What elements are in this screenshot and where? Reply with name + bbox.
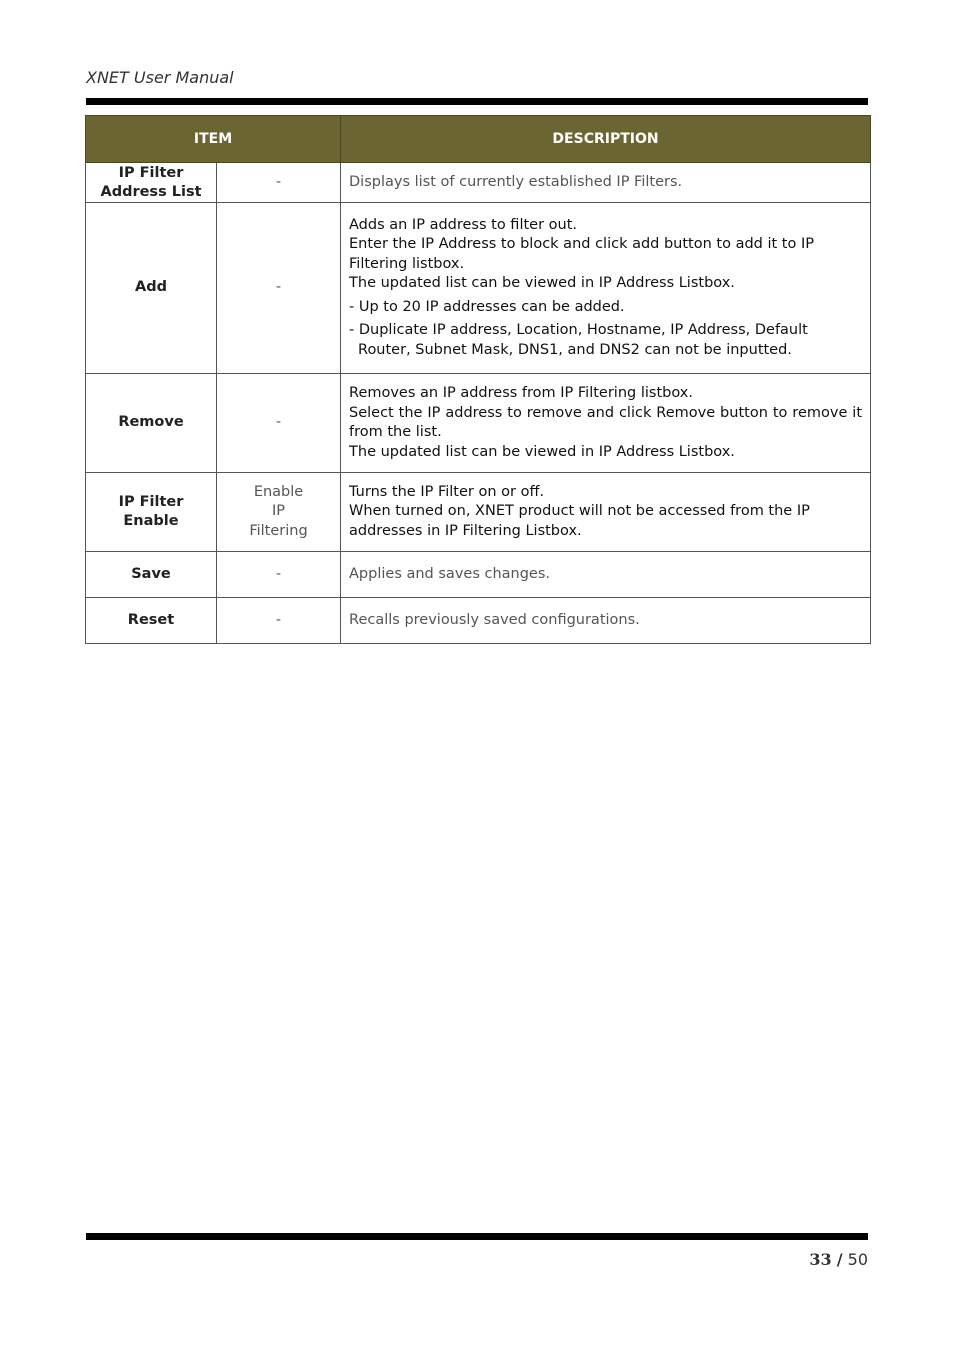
- item-name-line: Reset: [127, 611, 175, 628]
- item-name-cell: [86, 598, 217, 644]
- table-row: [86, 473, 871, 552]
- header-rule: [86, 98, 868, 105]
- item-value-line: -: [275, 173, 282, 190]
- column-header-item: ITEM: [86, 116, 341, 163]
- table-header-row: [86, 116, 871, 163]
- column-header-description: DESCRIPTION: [341, 116, 871, 163]
- description-cell: [341, 598, 871, 644]
- item-value-line: Enable: [253, 483, 304, 500]
- table-row: [86, 598, 871, 644]
- description-line: The updated list can be viewed in IP Address Listbox.: [349, 443, 735, 460]
- table-row: [86, 203, 871, 374]
- item-value-cell: [217, 473, 341, 552]
- description-line: Select the IP address to remove and click Remove button to remove it from the list.: [349, 404, 863, 440]
- description-cell: [341, 374, 871, 473]
- item-value-cell: [217, 598, 341, 644]
- description-line: Recalls previously saved configurations.: [349, 611, 640, 628]
- item-name-line: Add: [135, 279, 167, 296]
- item-value-cell: [217, 163, 341, 203]
- item-name-line: IP Filter: [118, 164, 184, 181]
- table-row: [86, 163, 871, 203]
- item-name-cell: [86, 163, 217, 203]
- item-value-line: IP: [271, 503, 286, 520]
- item-value-cell: [217, 203, 341, 374]
- item-name-line: IP Filter: [118, 493, 184, 510]
- item-value-line: Filtering: [249, 522, 308, 539]
- description-cell: [341, 473, 871, 552]
- item-value-cell: [217, 374, 341, 473]
- item-value-line: -: [275, 414, 282, 431]
- description-bullet: - Up to 20 IP addresses can be added.: [349, 298, 625, 315]
- table-row: [86, 552, 871, 598]
- item-name-cell: [86, 473, 217, 552]
- item-value-line: -: [275, 611, 282, 628]
- item-name-line: Save: [131, 565, 171, 582]
- item-value-line: -: [275, 565, 282, 582]
- description-bullet: - Duplicate IP address, Location, Hostname, IP Address, Default Router, Subnet Mask, DNS1, and DNS2 can not be inputted.: [349, 322, 808, 358]
- description-line: Adds an IP address to filter out.: [349, 216, 578, 233]
- description-line: Applies and saves changes.: [349, 565, 551, 582]
- item-name-line: Remove: [118, 414, 184, 431]
- footer-rule: [86, 1233, 868, 1240]
- table-row: [86, 374, 871, 473]
- item-name-line: Enable: [123, 513, 179, 529]
- description-line: The updated list can be viewed in IP Address Listbox.: [349, 275, 735, 292]
- item-value-cell: [217, 552, 341, 598]
- item-name-line: Address List: [100, 183, 202, 200]
- running-header: XNET User Manual: [86, 68, 234, 87]
- item-value-line: -: [275, 279, 282, 296]
- description-line: Displays list of currently established IP Filters.: [349, 173, 683, 190]
- description-cell: [341, 203, 871, 374]
- description-cell: [341, 163, 871, 203]
- description-line: Turns the IP Filter on or off.: [349, 483, 545, 500]
- page-number-separator: /: [836, 1250, 843, 1269]
- description-cell: [341, 552, 871, 598]
- page-number-current: 33: [809, 1250, 832, 1269]
- page-number-total: 50: [847, 1250, 868, 1269]
- item-name-cell: [86, 374, 217, 473]
- description-line: Removes an IP address from IP Filtering listbox.: [349, 385, 693, 401]
- item-name-cell: [86, 203, 217, 374]
- page-number: [809, 1250, 868, 1269]
- description-line: Enter the IP Address to block and click add button to add it to IP Filtering listbox.: [349, 236, 814, 272]
- item-name-cell: [86, 552, 217, 598]
- description-line: When turned on, XNET product will not be accessed from the IP addresses in IP Filtering Listbox.: [349, 503, 810, 539]
- item-description-table: [85, 115, 871, 644]
